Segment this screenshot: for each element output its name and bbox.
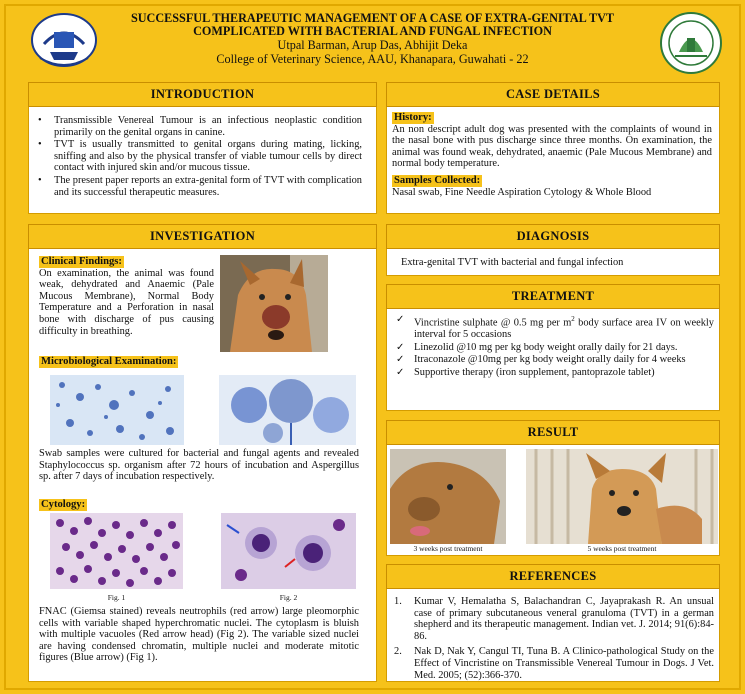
micro-label-wrap bbox=[39, 356, 359, 368]
culture-image-1 bbox=[50, 375, 184, 445]
fig-1-caption: Fig. 1 bbox=[107, 593, 126, 602]
diagnosis-heading: DIAGNOSIS bbox=[386, 224, 720, 249]
samples-text: Nasal swab, Fine Needle Aspiration Cytology & Whole Blood bbox=[392, 186, 652, 198]
culture-image-2 bbox=[219, 375, 356, 445]
treatment-list bbox=[392, 314, 714, 378]
history-text: An non descript adult dog was presented with the complaints of wound in the nasal bone with pus discharge since three months. On examination, the animal was found weak, dehydrated, anaemic (Pale Mucous Membrane) and normal body temperature. bbox=[392, 123, 712, 170]
diagnosis-text: Extra-genital TVT with bacterial and fungal infection bbox=[401, 257, 624, 268]
result-photo-5-weeks bbox=[526, 449, 718, 544]
introduction-body bbox=[32, 115, 362, 199]
reference-number: 2. bbox=[394, 646, 402, 658]
fig-2-caption: Fig. 2 bbox=[279, 593, 298, 602]
college: College of Veterinary Science, AAU, Khanapara, Guwahati - 22 bbox=[216, 52, 529, 66]
college-logo bbox=[30, 12, 98, 70]
reference-number: 1. bbox=[394, 596, 402, 607]
dog-photo-clinical bbox=[220, 255, 328, 352]
reference-item bbox=[392, 646, 714, 681]
investigation-heading: INVESTIGATION bbox=[28, 224, 377, 249]
reference-text: Kumar V, Hemalatha S, Balachandran C, Jayaprakash R. An unsual case of primary subcutaneous veneral granuloma (TVT) in a german shepherd and its therapeutic management. Indian vet. J. 2014; 91(6):84-86. bbox=[414, 596, 714, 642]
treatment-body bbox=[392, 314, 714, 379]
intro-bullet: • TVT is usually transmitted to genital organs during mating, licking, sniffing and also by the physical transfer of viable tumour cells by direct contact with injured skin and/or mucous tissue. bbox=[32, 139, 362, 174]
treatment-heading: TREATMENT bbox=[386, 284, 720, 309]
vincristine-text-end: body surface area IV on weekly interval for 5 occasions bbox=[414, 317, 714, 341]
case-details-body bbox=[392, 112, 712, 198]
vincristine-sup: 2 bbox=[571, 315, 575, 323]
treatment-item-vincristine bbox=[392, 314, 714, 341]
cytology-label-wrap bbox=[39, 499, 359, 511]
treatment-item: ✓ Supportive therapy (iron supplement, pantoprazole tablet) bbox=[392, 367, 714, 379]
poster bbox=[4, 4, 741, 690]
microbiological-label: Microbiological Examination: bbox=[41, 356, 177, 367]
vincristine-text: Vincristine sulphate @ 0.5 mg per m bbox=[414, 317, 572, 329]
clinical-findings-text: On examination, the animal was found weak, dehydrated and Anaemic (Pale Mucous Membrane), Normal Body Temperature and a Perforation in nasal bone with discharge of pus causing difficulty in breathing. bbox=[39, 267, 214, 337]
cytology-text: FNAC (Giemsa stained) reveals neutrophils (red arrow) large pleomorphic cells with variable shaped hyperchromatic nuclei. The cytoplasm is bluish with multiple vacuoles (Red arrow head) (Fig 2). The variable sized nuclei are having condensed chromatin, multiple nuclei and moderate mitotic figures (Blue arrow) (Fig 1). bbox=[39, 606, 359, 664]
poster-header bbox=[6, 12, 739, 82]
result-caption-1: 3 weeks post treatment bbox=[413, 544, 483, 553]
result-photo-3-weeks bbox=[390, 449, 506, 544]
references-heading: REFERENCES bbox=[386, 564, 720, 589]
result-heading: RESULT bbox=[386, 420, 720, 445]
university-logo bbox=[659, 12, 723, 74]
treatment-item: ✓ Itraconazole @10mg per kg body weight orally daily for 4 weeks bbox=[392, 354, 714, 366]
micro-text: Swab samples were cultured for bacterial and fungal agents and revealed Staphylococcus sp. organism after 72 hours of incubation and Aspergillus sp. after 7 days of incubation respectively. bbox=[39, 448, 359, 483]
clinical-findings bbox=[39, 256, 214, 337]
treatment-item: ✓ Linezolid @10 mg per kg body weight orally daily for 21 days. bbox=[392, 342, 714, 354]
result-caption-2: 5 weeks post treatment bbox=[587, 544, 657, 553]
cytology-fig-2 bbox=[221, 513, 356, 589]
cytology-label: Cytology: bbox=[41, 499, 86, 510]
history-label: History: bbox=[394, 112, 432, 123]
references-list bbox=[392, 596, 714, 681]
title-line-2: COMPLICATED WITH BACTERIAL AND FUNGAL INFECTION bbox=[193, 24, 552, 38]
introduction-heading: INTRODUCTION bbox=[28, 82, 377, 107]
references-body bbox=[392, 596, 714, 685]
samples-label: Samples Collected: bbox=[394, 174, 481, 186]
case-details-heading: CASE DETAILS bbox=[386, 82, 720, 107]
reference-item bbox=[392, 596, 714, 642]
intro-bullet: • The present paper reports an extra-genital form of TVT with complication and its successful therapeutic measures. bbox=[32, 175, 362, 198]
title-line-1: SUCCESSFUL THERAPEUTIC MANAGEMENT OF A CASE OF EXTRA-GENITAL TVT bbox=[130, 11, 615, 25]
authors: Utpal Barman, Arup Das, Abhijit Deka bbox=[277, 38, 468, 52]
reference-text: Nak D, Nak Y, Cangul TI, Tuna B. A Clinico-pathological Study on the Effect of Vincristine on Transmissible Venereal Tumour in Dogs. J Vet. Med. 2005; (52):366-370. bbox=[414, 646, 714, 681]
cytology-fig-1 bbox=[50, 513, 183, 589]
clinical-findings-label: Clinical Findings: bbox=[41, 256, 122, 267]
introduction-list bbox=[32, 115, 362, 198]
intro-bullet: • Transmissible Venereal Tumour is an infectious neoplastic condition primarily on the genital organs in canine. bbox=[32, 115, 362, 138]
